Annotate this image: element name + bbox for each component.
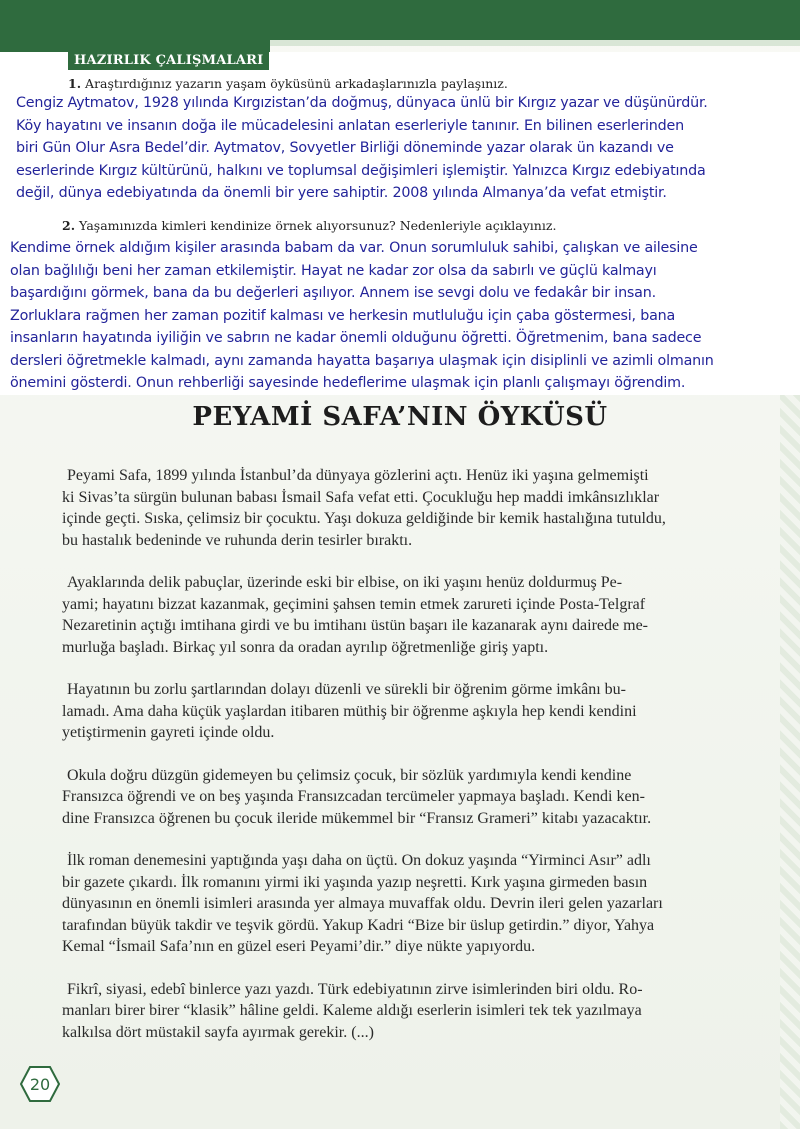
- story-line: Ayaklarında delik pabuçlar, üzerinde eski bir elbise, on iki yaşını henüz doldurmuş Pe-: [67, 574, 623, 591]
- question-2-number: 2.: [62, 218, 76, 233]
- story-line: dine Fransızca öğrenen bu çocuk ileride mükemmel bir “Fransız Grameri” kitabı yazacaktır.: [62, 809, 652, 827]
- page-number-text: 20: [29, 1074, 51, 1094]
- answer-2-line: Kendime örnek aldığım kişiler arasında babam da var. Onun sorumluluk sahibi, çalışkan ve ailesine: [10, 240, 698, 256]
- story-body: [62, 465, 729, 1064]
- answer-2-line: dersleri öğretmekle kalmadı, aynı zamanda hayatta başarıya ulaşmak için disiplinli ve azimli olmanın: [10, 352, 714, 369]
- answer-2-line: Zorluklara rağmen her zaman pozitif kalması ve herkesin mutluluğu için çaba göstermesi, bana: [10, 307, 676, 324]
- answer-2-line: başardığını görmek, bana da bu değerleri aşılıyor. Annem ise sevgi dolu ve fedakâr bir insan.: [10, 285, 656, 301]
- page-number: [20, 1066, 60, 1102]
- story-line: dünyasının en önemli isimleri arasında yer almaya muvaffak oldu. Devrin ileri gelen yazarları: [62, 895, 663, 912]
- story-line: manları birer birer “klasik” hâline geldi. Kaleme aldığı eserlerin isimleri tek tek yazılmaya: [62, 1002, 642, 1019]
- story-line: murluğa başladı. Birkaç yıl sonra da oradan ayrılıp öğretmenliğe giriş yaptı.: [62, 638, 549, 656]
- story-paragraph: [62, 850, 729, 958]
- story-line: Kemal “İsmail Safa’nın en güzel eseri Peyami’dir.” diye nükte yapıyordu.: [62, 938, 536, 955]
- story-line: Fikrî, siyasi, edebî binlerce yazı yazdı. Türk edebiyatının zirve isimlerinden biri oldu. Ro-: [67, 980, 643, 998]
- story-paragraph: [62, 979, 729, 1044]
- question-2-text: Yaşamınızda kimleri kendinize örnek alıyorsunuz? Nedenleriyle açıklayınız.: [79, 218, 557, 233]
- answer-1-line: Cengiz Aytmatov, 1928 yılında Kırgızistan’da doğmuş, dünyaca ünlü bir Kırgız yazar ve düşünürdür.: [16, 95, 708, 111]
- section-label: HAZIRLIK ÇALIŞMALARI: [68, 52, 269, 70]
- story-line: Peyami Safa, 1899 yılında İstanbul’da dünyaya gözlerini açtı. Henüz iki yaşına gelmemişti: [67, 467, 649, 484]
- story-line: İlk roman denemesini yaptığında yaşı daha on üçtü. On dokuz yaşında “Yirminci Asır” adlı: [67, 852, 651, 869]
- question-2: [62, 218, 556, 234]
- answer-2-line: olan bağlılığı beni her zaman etkilemiştir. Hayat ne kadar zor olsa da sabırlı ve güçlü kalmayı: [10, 262, 657, 279]
- question-1: [68, 76, 508, 92]
- story-line: yami; hayatını bizzat kazanmak, geçimini şahsen temin etmek zarureti içinde Posta-Telgraf: [62, 595, 646, 613]
- story-line: tarafından büyük takdir ve teşvik gördü. Yakup Kadri “Bize bir üslup getirdin.” diyor, Yahya: [62, 916, 655, 934]
- story-line: yetiştirmenin gayreti içinde oldu.: [62, 724, 275, 741]
- answer-1-line: biri Gün Olur Asra Bedel’dir. Aytmatov, Sovyetler Birliği döneminde yazar olarak ün kazandı ve: [16, 140, 674, 156]
- top-header-stripe: [270, 40, 800, 46]
- story-line: Nezaretinin açtığı imtihana girdi ve bu imtihanı üstün başarı ile kazanarak aynı dairede me-: [62, 617, 648, 634]
- story-line: bir gazete çıkardı. İlk romanını yirmi iki yaşında yazıp neşretti. Kırk yaşına girmeden basın: [62, 873, 648, 891]
- story-line: bu hastalık bedeninde ve ruhunda derin tesirler bıraktı.: [62, 531, 413, 549]
- answer-2-line: insanların hayatında iyiliğin ve sabrın ne kadar önemli olduğunu öğretti. Öğretmenim, bana sadece: [10, 330, 702, 346]
- story-line: Hayatının bu zorlu şartlarından dolayı düzenli ve sürekli bir öğrenim görme imkânı bu-: [67, 681, 626, 698]
- answer-1: [16, 92, 796, 205]
- answer-1-line: eserlerinde Kırgız kültürünü, halkını ve toplumsal değişimleri işlemiştir. Yalnızca Kırgız edebiyatında: [16, 162, 706, 179]
- answer-1-line: Köy hayatını ve insanın doğa ile mücadelesini anlatan eserleriyle tanınır. En bilinen eserlerinden: [16, 117, 684, 134]
- story-line: Okula doğru düzgün gidemeyen bu çelimsiz çocuk, bir sözlük yardımıyla kendi kendine: [67, 766, 632, 784]
- question-1-text: Araştırdığınız yazarın yaşam öyküsünü arkadaşlarınızla paylaşınız.: [85, 76, 508, 91]
- story-paragraph: [62, 679, 729, 744]
- story-line: Fransızca öğrendi ve on beş yaşında Fransızcadan tercümeler yapmaya başladı. Kendi ken-: [62, 788, 645, 805]
- story-title: PEYAMİ SAFA’NIN ÖYKÜSÜ: [192, 402, 608, 432]
- question-1-number: 1.: [68, 76, 82, 91]
- story-line: içinde geçti. Sıska, çelimsiz bir çocuktu. Yaşı dokuza geldiğinde bir kemik hastalığına tutuldu,: [62, 510, 666, 527]
- decorative-side-border: [780, 395, 800, 1129]
- answer-1-line: değil, dünya edebiyatında da önemli bir yere sahiptir. 2008 yılında Almanya’da vefat etmiştir.: [16, 185, 667, 201]
- story-line: ki Sivas’ta sürgün bulunan babası İsmail Safa vefat etti. Çocukluğu hep maddi imkânsızlıklar: [62, 488, 660, 506]
- answer-2-line: önemini gösterdi. Onun rehberliği sayesinde hedeflerime ulaşmak için planlı çalışmayı öğrendim.: [10, 375, 686, 391]
- story-paragraph: [62, 465, 729, 551]
- story-line: lamadı. Ama daha küçük yaşlardan itibaren müthiş bir öğrenme aşkıyla hep kendi kendini: [62, 702, 637, 720]
- top-header-band: [0, 0, 800, 44]
- story-paragraph: [62, 572, 729, 658]
- answer-2: [10, 237, 795, 395]
- top-header-notch: [0, 44, 270, 52]
- story-paragraph: [62, 765, 729, 830]
- story-line: kalkılsa dört müstakil sayfa ayırmak gerekir. (...): [62, 1023, 374, 1041]
